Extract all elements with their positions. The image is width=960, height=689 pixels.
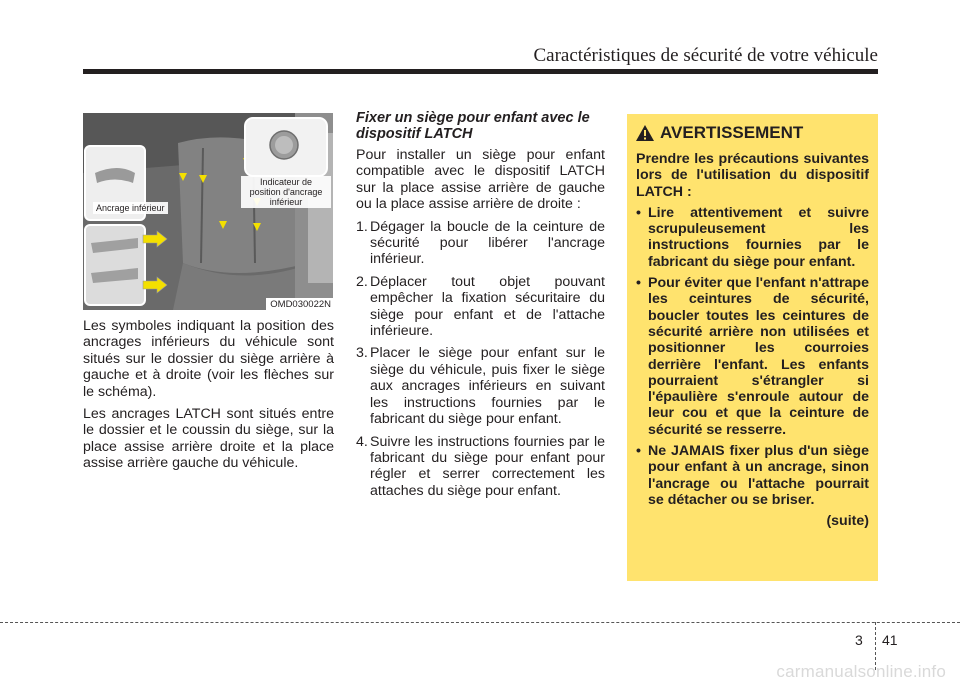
page-header-title: Caractéristiques de sécurité de votre véhicule [533, 45, 878, 66]
step-item [356, 219, 605, 268]
warning-bullet-text: Pour éviter que l'enfant n'attrape les ceintures de sécurité, boucler toutes les ceintures de sécurité arrière non utilisées et positionner les courroies derrière l'enfant. Les enfants pourraient s'étrangler si l'épaulière s'enroule autour de leur cou et que la ceinture de sécurité se resserre. [648, 275, 869, 438]
bullet-dot: • [636, 443, 641, 460]
warning-bullet [636, 205, 869, 270]
step-text: Déplacer tout objet pouvant empêcher la fixation sécuritaire du siège pour enfant et de l'attache inférieure. [370, 273, 605, 340]
chapter-number: 3 [855, 632, 863, 648]
warning-title-text: AVERTISSEMENT [660, 122, 804, 142]
warning-bullet-text: Ne JAMAIS fixer plus d'un siège pour enfant à un ancrage, sinon l'ancrage ou l'attache pourrait se détacher ou se briser. [648, 443, 869, 508]
warning-bullet [636, 275, 869, 438]
step-number: 2. [356, 273, 368, 290]
page-number: 41 [882, 632, 898, 648]
step-item [356, 345, 605, 427]
footer-divider [0, 622, 960, 623]
step-number: 1. [356, 218, 368, 235]
continued-label: (suite) [826, 513, 869, 530]
header-rule [83, 69, 878, 74]
warning-box [627, 114, 878, 581]
bullet-dot: • [636, 275, 641, 292]
warning-bullet [636, 443, 869, 508]
column-2-text [356, 110, 605, 505]
watermark: carmanualsonline.info [776, 662, 946, 681]
warning-triangle-icon [635, 124, 655, 142]
bullet-dot: • [636, 204, 641, 221]
paragraph-latch-location: Les ancrages LATCH sont situés entre le dossier et le coussin du siège, sur la place assise arrière droite et la place assise arrière gauche du véhicule. [83, 406, 334, 472]
step-number: 4. [356, 433, 368, 450]
section-heading: Fixer un siège pour enfant avec le dispositif LATCH [356, 110, 590, 142]
step-item [356, 434, 605, 500]
step-text: Suivre les instructions fournies par le fabricant du siège pour enfant pour régler et serrer correctement les attaches du siège pour enfant. [370, 433, 605, 499]
figure-code: OMD030022N [266, 298, 333, 310]
paragraph-anchor-symbols: Les symboles indiquant la position des ancrages inférieurs du véhicule sont situés sur le dossier du siège arrière à gauche et à droite (voir les flèches sur le schéma). [83, 318, 334, 400]
lower-anchor-label: Ancrage inférieur [93, 202, 168, 214]
latch-anchor-figure [83, 113, 333, 310]
step-text: Dégager la boucle de la ceinture de sécurité pour libérer l'ancrage inférieur. [370, 218, 605, 268]
warning-intro: Prendre les précautions suivantes lors de l'utilisation du dispositif LATCH : [636, 151, 869, 200]
warning-title [635, 124, 869, 142]
step-text: Placer le siège pour enfant sur le siège du véhicule, puis fixer le siège aux ancrages inférieurs en suivant les instructions fournies par le fabricant du siège pour enfant. [370, 345, 605, 428]
step-item [356, 274, 605, 340]
install-intro: Pour installer un siège pour enfant compatible avec le dispositif LATCH sur la place assise arrière de gauche ou la place assise arrière de droite : [356, 147, 605, 213]
step-number: 3. [356, 345, 368, 362]
column-1-text [83, 318, 334, 478]
anchor-indicator-label: Indicateur de position d'ancrage inférieur [241, 176, 331, 208]
warning-bullet-text: Lire attentivement et suivre scrupuleusement les instructions fournies par le fabricant du siège pour enfant. [648, 204, 869, 270]
